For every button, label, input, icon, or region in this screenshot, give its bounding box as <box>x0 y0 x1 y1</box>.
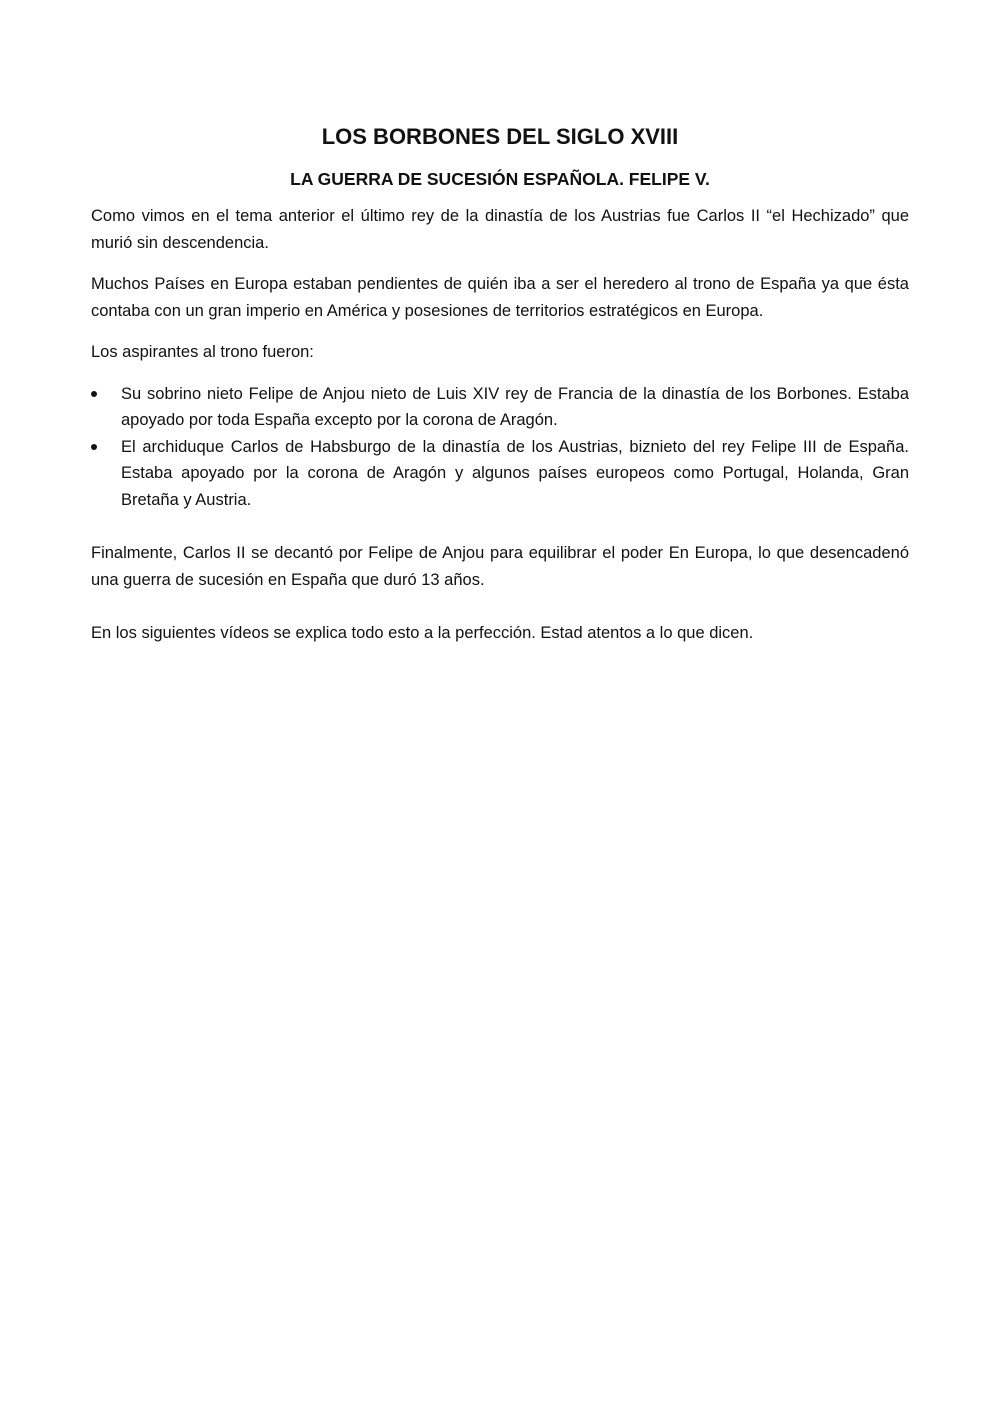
list-item <box>91 381 909 434</box>
page-title: LOS BORBONES DEL SIGLO XVIII <box>321 124 679 149</box>
paragraph-intro: Como vimos en el tema anterior el último rey de la dinastía de los Austrias fue Carlos II “el Hechizado” que murió sin descendencia. <box>91 207 909 252</box>
bullet-icon <box>91 391 97 397</box>
paragraph-aspirants-lead: Los aspirantes al trono fueron: <box>91 343 314 361</box>
list-item-text: Su sobrino nieto Felipe de Anjou nieto de Luis XIV rey de Francia de la dinastía de los Borbones. Estaba apoyado por toda España excepto por la corona de Aragón. <box>121 384 909 429</box>
list-item-text: El archiduque Carlos de Habsburgo de la dinastía de los Austrias, biznieto del rey Felipe III de España. Estaba apoyado por la corona de Aragón y algunos países europeos como Portugal, Holanda, Gran Bretaña y Austria. <box>121 437 909 509</box>
list-item <box>91 434 909 514</box>
paragraph-context: Muchos Países en Europa estaban pendientes de quién iba a ser el heredero al trono de España ya que ésta contaba con un gran imperio en América y posesiones de territorios estratégicos en Europa. <box>91 275 909 320</box>
page-subtitle: LA GUERRA DE SUCESIÓN ESPAÑOLA. FELIPE V. <box>290 169 710 189</box>
aspirants-list <box>91 381 909 514</box>
bullet-icon <box>91 444 97 450</box>
paragraph-outcome: Finalmente, Carlos II se decantó por Felipe de Anjou para equilibrar el poder En Europa, lo que desencadenó una guerra de sucesión en España que duró 13 años. <box>91 544 909 589</box>
document-body <box>91 122 909 647</box>
paragraph-videos: En los siguientes vídeos se explica todo esto a la perfección. Estad atentos a lo que dicen. <box>91 624 754 642</box>
